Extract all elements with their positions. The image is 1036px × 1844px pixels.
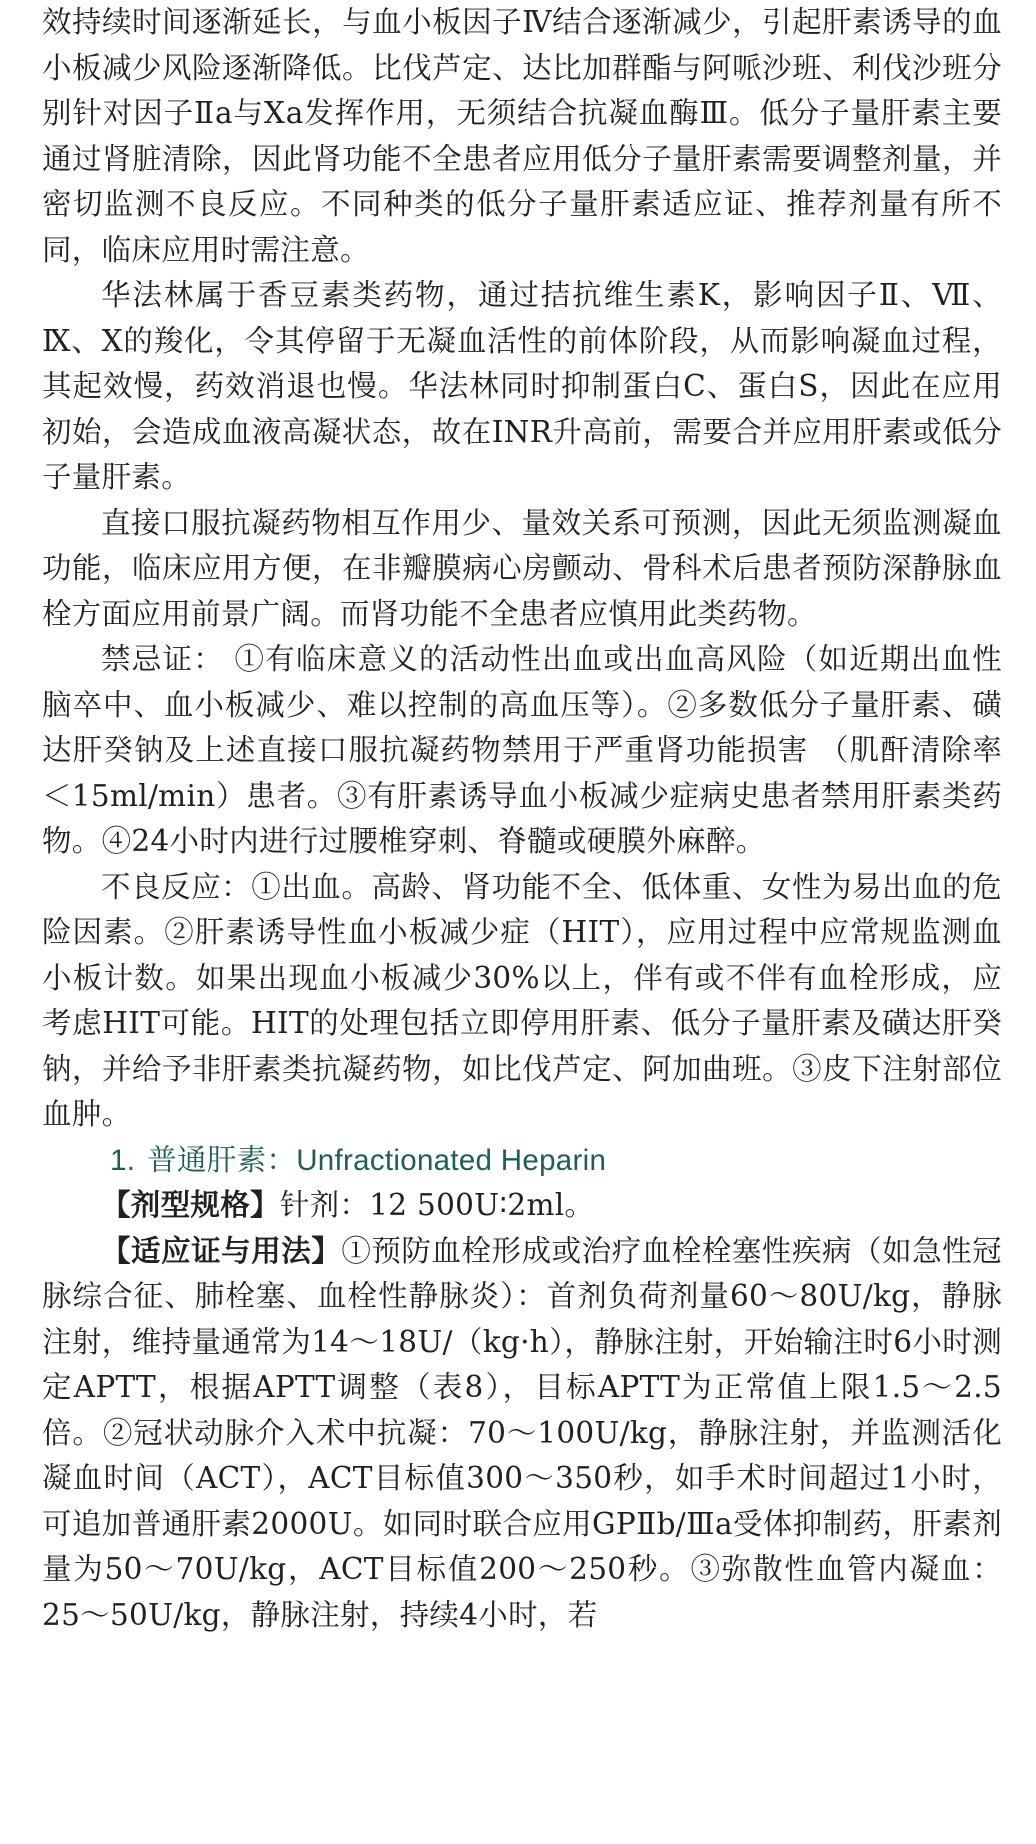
dosage-form-tag: 【剂型规格】 <box>101 1188 280 1222</box>
paragraph-lmwh-continued: 效持续时间逐渐延长，与血小板因子Ⅳ结合逐渐减少，引起肝素诱导的血小板减少风险逐渐降低。比伐芦定、达比加群酯与阿哌沙班、利伐沙班分别针对因子Ⅱa与Ⅹa发挥作用，无须结合抗凝血酶Ⅲ。低分子量肝素主要通过肾脏清除，因此肾功能不全患者应用低分子量肝素需要调整剂量，并密切监测不良反应。不同种类的低分子量肝素适应证、推荐剂量有所不同，临床应用时需注意。 <box>42 5 1002 267</box>
paragraph-warfarin: 华法林属于香豆素类药物，通过拮抗维生素K，影响因子Ⅱ、Ⅶ、Ⅸ、Ⅹ的羧化，令其停留于无凝血活性的前体阶段，从而影响凝血过程，其起效慢，药效消退也慢。华法林同时抑制蛋白C、蛋白S，因此在应用初始，会造成血液高凝状态，故在INR升高前，需要合并应用肝素或低分子量肝素。 <box>42 278 1002 494</box>
indications-text: ①预防血栓形成或治疗血栓栓塞性疾病（如急性冠脉综合征、肺栓塞、血栓性静脉炎）：首剂负荷剂量60～80U/kg，静脉注射，维持量通常为14～18U/（kg·h），静脉注射，开始输注时6小时测定APTT，根据APTT调整（表8），目标APTT为正常值上限1.5～2.5倍。②冠状动脉介入术中抗凝：70～100U/kg，静脉注射，并监测活化凝血时间（ACT），ACT目标值300～350秒，如手术时间超过1小时，可追加普通肝素2000U。如同时联合应用GPⅡb/Ⅲa受体抑制药，肝素剂量为50～70U/kg，ACT目标值200～250秒。③弥散性血管内凝血：25～50U/kg，静脉注射，持续4小时，若 <box>42 1233 1002 1632</box>
dosage-form-text: 针剂：12 500U∶2ml。 <box>279 1188 595 1222</box>
section-title: 普通肝素：Unfractionated Heparin <box>147 1143 607 1177</box>
paragraph-doac: 直接口服抗凝药物相互作用少、量效关系可预测，因此无须监测凝血功能，临床应用方便，在非瓣膜病心房颤动、骨科术后患者预防深静脉血栓方面应用前景广阔。而肾功能不全患者应慎用此类药物。 <box>42 505 1002 631</box>
paragraph-dosage-form <box>42 1183 1002 1229</box>
section-number: 1. <box>110 1143 136 1177</box>
document-page <box>42 0 1002 1638</box>
indications-tag: 【适应证与用法】 <box>101 1233 342 1268</box>
paragraph-adverse-reactions: 不良反应：①出血。高龄、肾功能不全、低体重、女性为易出血的危险因素。②肝素诱导性血小板减少症（HIT），应用过程中应常规监测血小板计数。如果出现血小板减少30%以上，伴有或不伴有血栓形成，应考虑HIT可能。HIT的处理包括立即停用肝素、低分子量肝素及磺达肝癸钠，并给予非肝素类抗凝药物，如比伐芦定、阿加曲班。③皮下注射部位血肿。 <box>42 869 1002 1131</box>
paragraph-indications <box>42 1229 1002 1639</box>
paragraph-contraindications: 禁忌证： ①有临床意义的活动性出血或出血高风险（如近期出血性脑卒中、血小板减少、难以控制的高血压等）。②多数低分子量肝素、磺达肝癸钠及上述直接口服抗凝药物禁用于严重肾功能损害 （肌酐清除率＜15ml/min）患者。③有肝素诱导血小板减少症病史患者禁用肝素类药物。④24小时内进行过腰椎穿刺、脊髓或硬膜外麻醉。 <box>42 642 1002 858</box>
section-heading-heparin <box>42 1138 1002 1184</box>
